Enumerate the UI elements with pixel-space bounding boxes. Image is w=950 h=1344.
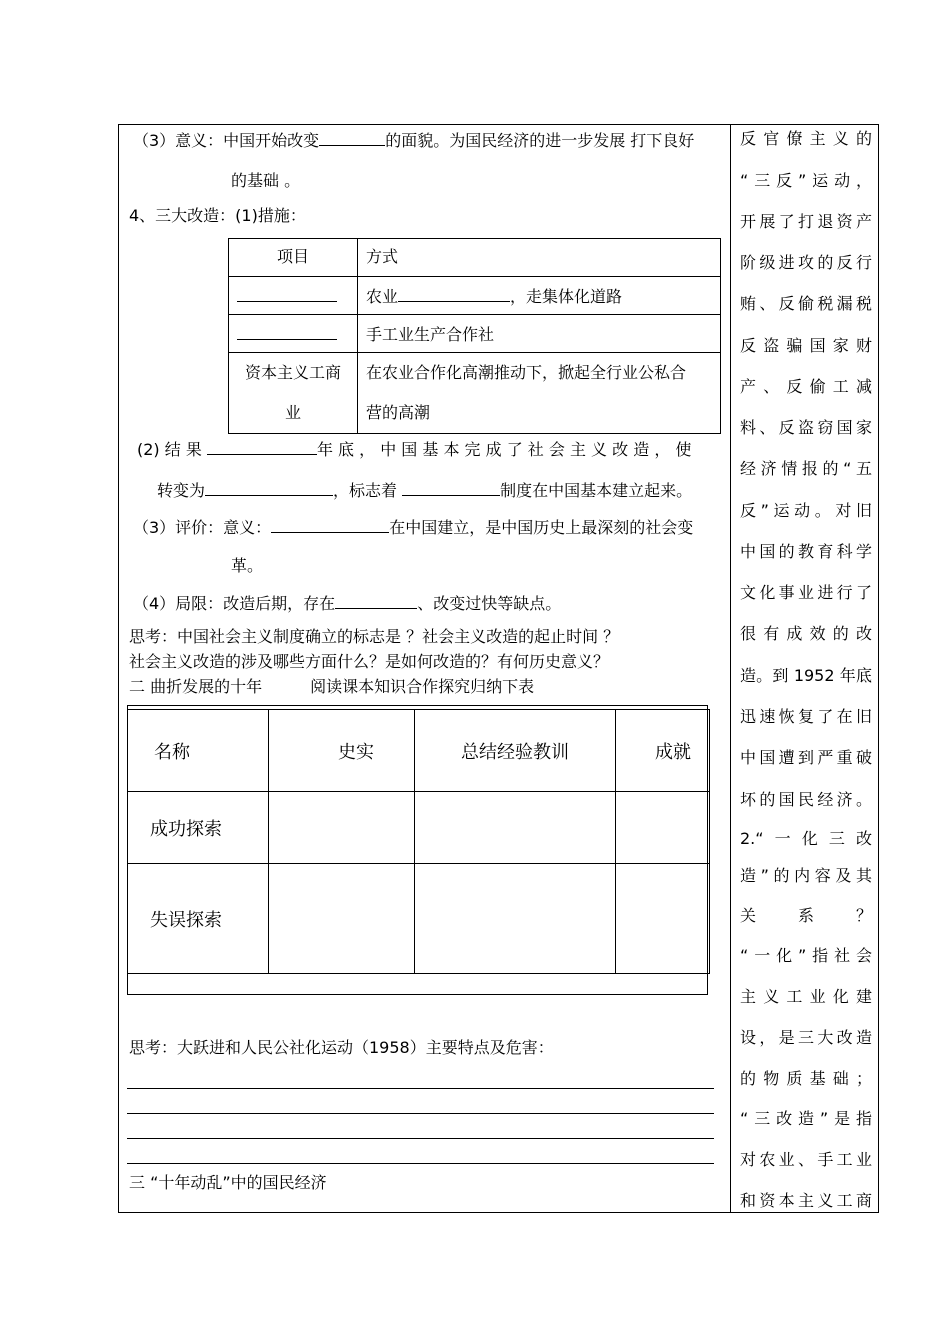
side-note-line: 主义工业化建 [740,987,872,1006]
evaluation-line [133,516,693,538]
table1-row1-method [358,277,721,315]
side-note-line: 料、反盗窃国家 [740,418,872,437]
side-note-line: 反官僚主义的 [740,129,872,148]
think1-line-a: 思考：中国社会主义制度确立的标志是 ？社会主义改造的起止时间 ？ [129,627,620,646]
significance-mid: 的面貌。为国民经济的进一步发展 打下良好 [385,131,695,150]
significance-prefix: （3）意义：中国开始改变 [133,131,320,150]
blank-eval[interactable] [271,516,389,533]
row1-method-suffix: ，走集体化道路 [510,287,623,306]
section3-title: 三 “十年动乱”中的国民经济 [129,1173,327,1192]
table2-header-facts: 史实 [269,710,415,792]
limitation-line [133,592,561,614]
table2-header-achievements: 成就 [616,710,710,792]
result2-prefix: 转变为 [157,481,206,500]
table2-row-failure: 失误探索 [128,864,269,974]
table2-cell[interactable] [616,792,710,864]
side-note-line: 关系？ [740,906,872,925]
blank-1[interactable] [319,129,385,146]
side-note-line: 贿、反偷税漏税 [740,294,872,313]
side-note-line: 开展了打退资产 [740,212,872,231]
item4-title: 4、三大改造：(1)措施： [129,206,306,225]
blank-row1[interactable] [237,285,337,302]
result2-suffix: 制度在中国基本建立起来。 [500,481,693,500]
section2-hint: 阅读课本知识合作探究归纳下表 [310,677,535,696]
exploration-table [127,709,710,974]
row3-method-b: 营的高潮 [366,403,431,422]
side-note-line: 对农业、手工业 [740,1150,872,1169]
side-note-line: 反盗骗国家财 [740,336,872,355]
result-line [137,438,691,460]
row3-item-a: 资本主义工商 [244,363,341,382]
table2-cell[interactable] [415,792,616,864]
side-note-line: 中国的教育科学 [740,542,872,561]
table1-header-method: 方式 [358,239,721,277]
side-note-line: 文化事业进行了 [740,583,872,602]
table2-cell[interactable] [415,864,616,974]
side-note-line: 2.“一化三改 [740,829,872,848]
side-note-line: 迅速恢复了在旧 [740,707,872,726]
result-mid: 年 底 ， 中 国 基 本 完 成 了 社 会 主 义 改 造 ， 使 [316,440,692,459]
result-prefix: (2) 结 果 [137,440,202,459]
blank-result-year[interactable] [207,438,317,455]
eval-prefix: （3）评价：意义： [133,518,272,537]
blank-row1-method[interactable] [398,285,510,302]
table2-cell[interactable] [269,864,415,974]
limit-prefix: （4）局限：改造后期，存在 [133,594,336,613]
limit-suffix: 、改变过快等缺点。 [417,594,562,613]
side-note-line: 的物质基础； [740,1069,872,1088]
side-note-line: 造。到 1952 年底 [740,666,872,685]
side-note-line: 很有成效的改 [740,624,872,643]
side-note-line: 经济情报的“五 [740,459,872,478]
table1-row2-item [229,315,358,353]
table2-header-name: 名称 [128,710,269,792]
table1-row3-item [229,353,358,434]
think2-line: 思考：大跃进和人民公社化运动（1958）主要特点及危害： [129,1038,554,1057]
table2-cell[interactable] [269,792,415,864]
eval-suffix: 在中国建立，是中国历史上最深刻的社会变 [389,518,694,537]
column-divider [730,124,731,1213]
answer-line[interactable] [127,1113,714,1114]
table2-cell[interactable] [616,864,710,974]
table1-header-item: 项目 [229,239,358,277]
evaluation-cont: 革。 [231,556,264,575]
table1-row2-method: 手工业生产合作社 [358,315,721,353]
section2-title: 二 曲折发展的十年 [129,677,263,696]
answer-line[interactable] [127,1088,714,1089]
blank-limit[interactable] [335,592,417,609]
blank-row2[interactable] [237,323,337,340]
side-note-line: “一化”指社会 [740,946,872,965]
side-note-line: 和资本主义工商 [740,1191,872,1210]
reform-measures-table [228,238,721,434]
row3-method-a: 在农业合作化高潮推动下，掀起全行业公私合 [366,363,687,382]
table1-row3-method [358,353,721,434]
side-note-line: “三改造”是指 [740,1109,872,1128]
result2-mid: ，标志着 [333,481,398,500]
significance-line [133,129,694,151]
answer-line[interactable] [127,1138,714,1139]
table2-header-lessons: 总结经验教训 [415,710,616,792]
side-note-line: 设，是三大改造 [740,1028,872,1047]
result2-line [157,479,692,501]
answer-line[interactable] [127,1163,714,1164]
side-note-line: 产、反偷工减 [740,377,872,396]
table1-row1-item [229,277,358,315]
row1-method-prefix: 农业 [366,287,399,306]
blank-result2-a[interactable] [205,479,333,496]
side-note-line: 坏的国民经济。 [740,790,872,809]
side-note-line: “三反”运动， [740,171,872,190]
significance-cont: 的基础 。 [231,171,301,190]
section2-heading [129,677,534,697]
think1-line-b: 社会主义改造的涉及哪些方面什么？是如何改造的？有何历史意义？ [129,652,610,671]
row3-item-b: 业 [284,403,301,422]
side-note-line: 反”运动。对旧 [740,501,872,520]
side-note-line: 阶级进攻的反行 [740,253,872,272]
side-note-line: 中国遭到严重破 [740,748,872,767]
blank-result2-b[interactable] [402,479,500,496]
side-note-line: 造”的内容及其 [740,866,872,885]
table2-row-success: 成功探索 [128,792,269,864]
